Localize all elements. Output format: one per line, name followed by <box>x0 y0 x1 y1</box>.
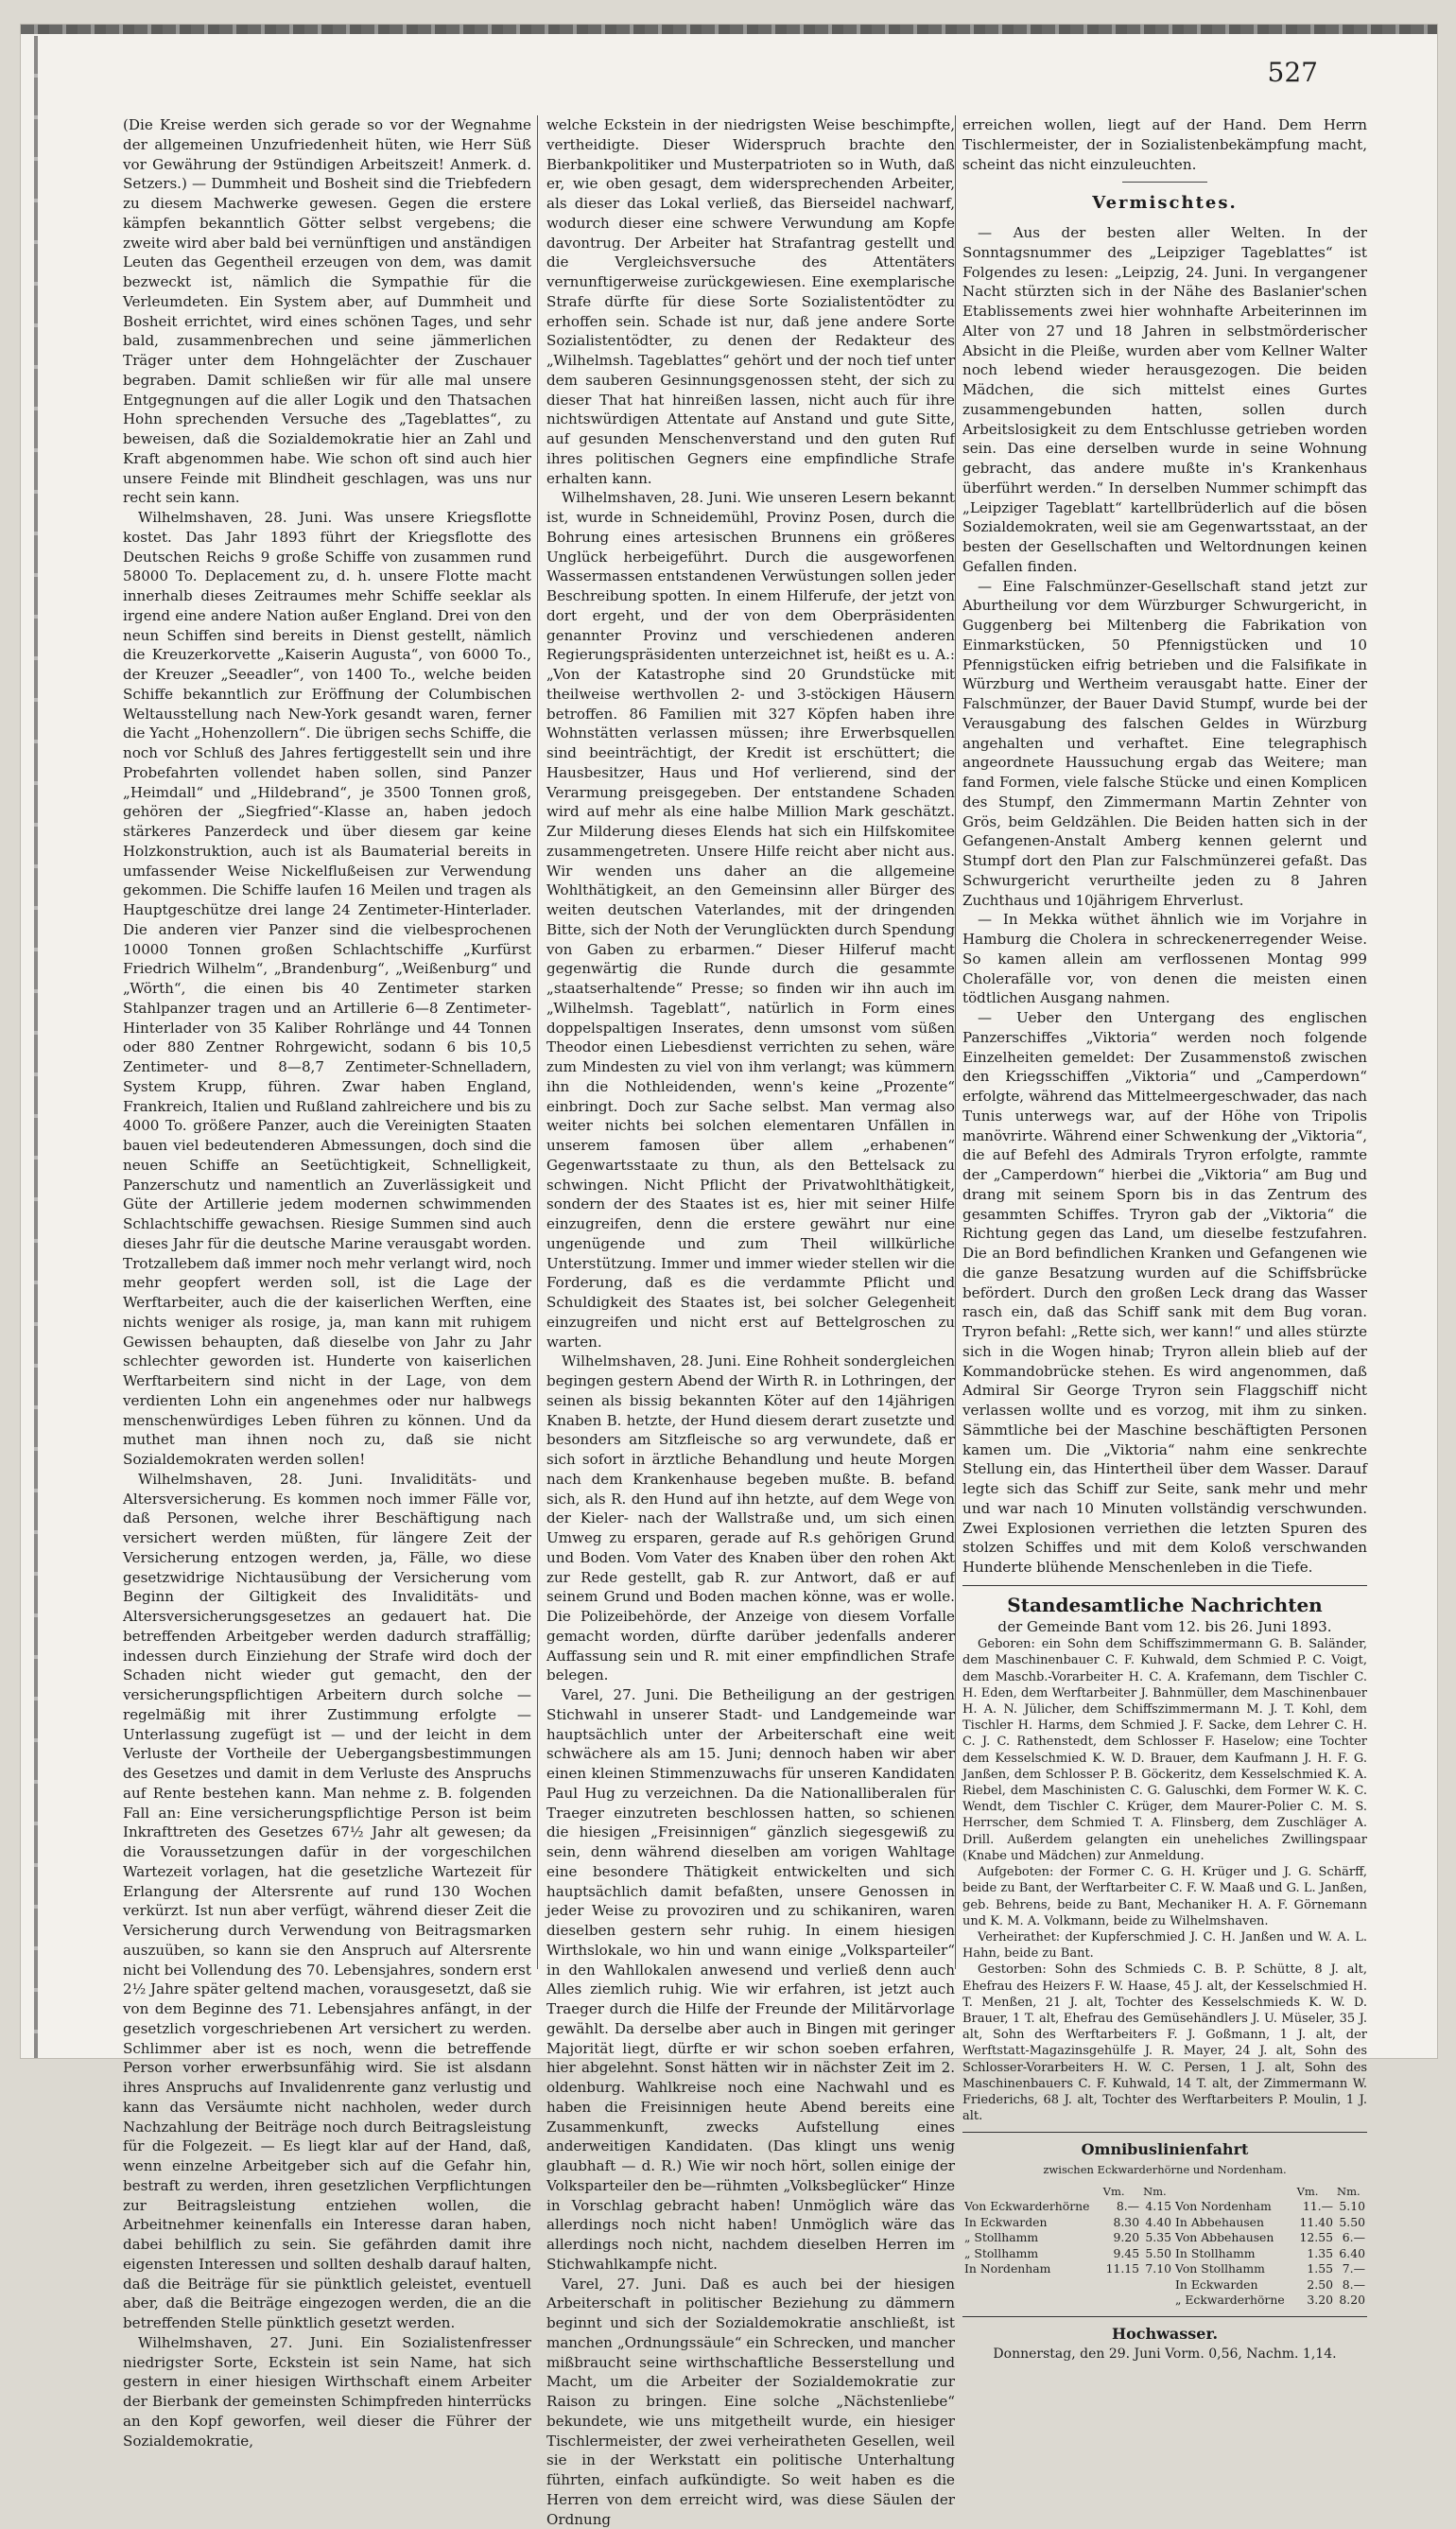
timetable-cell: In Nordenham <box>962 2261 1101 2277</box>
timetable-cell <box>1141 2277 1173 2294</box>
timetable-cell: 8.— <box>1101 2199 1141 2215</box>
column-divider <box>537 115 538 1969</box>
article-paragraph: Wilhelmshaven, 28. Juni. Invaliditäts- und Altersversicherung. Es kommen noch immer Fälle vor, daß Personen, welche ihrer Beschäftigung nach versichert werden müßten, für längere Zeit der Versicherung entzogen werden, ja, Fälle, wo diese gesetzwidrige Nichtausübung der Versicherung vom Beginn der Giltigkeit des Invaliditäts- und Altersversicherungsgesetzes an gedauert hat. Die betreffenden Arbeitgeber werden dadurch straffällig; indessen durch Einziehung der Strafe wird doch der Schaden nicht wieder gut gemacht, den der versicherungspflichtigen Arbeitern durch solche — regelmäßig mit ihrer Zustimmung erfolgte — Unterlassung zugefügt ist — und der leicht in dem Verluste der Vortheile der Uebergangsbestimmungen des Gesetzes und damit in dem Verluste des Anspruchs auf Rente bestehen kann. Man nehme z. B. folgenden Fall an: Eine versicherungspflichtige Person ist beim Inkrafttreten des Gesetzes 67½ Jahr alt gewesen; da die Voraussetzungen dafür in der vorgeschilchen Wartezeit vorlagen, hat die gesetzliche Wartezeit für Erlangung der Altersrente auf rund 130 Wochen verkürzt. Ist nun aber verfügt, während dieser Zeit die Versicherung durch Verwendung von Beitragsmarken auszuüben, so kann sie den Anspruch auf Altersrente nicht bei Vollendung des 70. Lebensjahres, sondern erst 2½ Jahre später geltend machen, vorausgesetzt, daß sie von dem Beginne des 71. Lebensjahres anfängt, in der gesetzlich vorgeschriebenen Art versichert zu werden. Schlimmer aber ist es noch, wenn die betreffende Person vorher erwerbsunfähig wird. Sie ist alsdann ihres Anspruchs auf Invalidenrente ganz verlustig und kann das Versäumte nicht nachholen, weder durch Nachzahlung der Beiträge noch durch Beitragsleistung für die Folgezeit. — Es liegt klar auf der Hand, daß, wenn einzelne Arbeitgeber sich auf die Gefahr hin, bestraft zu werden, ihren gesetzlichen Verpflichtungen zur Beitragsleistung entziehen wollen, die Arbeitnehmer keinenfalls ein Interesse daran haben, dabei behilflich zu sein. Sie gefährden damit ihre eigensten Interessen und sollten deshalb darauf halten, daß die Beiträge für sie pünktlich geleistet, eventuell aber, daß die Beiträge eingezogen werden, die an die betreffenden Stelle pünktlich gesetzt werden. <box>123 1470 531 2333</box>
timetable-cell: 6.— <box>1335 2230 1367 2246</box>
standesamt-paragraph: Verheirathet: der Kupferschmied J. C. H. Janßen und W. A. L. Hahn, beide zu Bant. <box>962 1929 1367 1962</box>
section-rule <box>962 2132 1367 2133</box>
standesamt-paragraph: Gestorben: Sohn des Schmieds C. B. P. Schütte, 8 J. alt, Ehefrau des Heizers F. W. Haase, 45 J. alt, der Kesselschmied H. T. Menßen, 21 J. alt, Tochter des Kesselschmieds K. W. D. Brauer, 1 T. alt, Ehefrau des Gemüsehändlers J. U. Müseler, 35 J. alt, Sohn des Werftarbeiters F. J. Goßmann, 1 J. alt, der Werftstatt-Magazinsgehülfe J. R. Mayer, 24 J. alt, Sohn des Schlosser-Vorarbeiters H. W. C. Persen, 1 J. alt, Sohn des Maschinenbauers C. F. Kuhwald, 14 T. alt, der Zimmermann W. Friederichs, 68 J. alt, Tochter des Werftarbeiters P. Moulin, 1 J. alt. <box>962 1962 1367 2124</box>
timetable-row <box>962 2215 1367 2231</box>
timetable-row <box>962 2293 1367 2309</box>
standesamt-paragraph: Aufgeboten: der Former C. G. H. Krüger und J. G. Schärff, beide zu Bant, der Werftarbeiter C. F. W. Maaß und G. L. Janßen, geb. Behrens, beide zu Bant, Mechaniker H. A. F. Görnemann und K. M. A. Volkmann, beide zu Wilhelmshaven. <box>962 1864 1367 1929</box>
standesamt-subtitle: der Gemeinde Bant vom 12. bis 26. Juni 1893. <box>962 1617 1367 1637</box>
left-border <box>34 36 38 2058</box>
timetable-row <box>962 2261 1367 2277</box>
timetable-cell: 8.— <box>1335 2277 1367 2294</box>
timetable-cell: 11.15 <box>1101 2261 1141 2277</box>
timetable-cell: 8.30 <box>1101 2215 1141 2231</box>
timetable-header-cell: Vm. <box>1295 2184 1335 2200</box>
timetable-cell: 5.10 <box>1335 2199 1367 2215</box>
timetable-cell <box>1141 2293 1173 2309</box>
section-rule <box>962 2316 1367 2317</box>
article-paragraph: — Aus der besten aller Welten. In der Sonntagsnummer des „Leipziger Tageblattes“ ist Folgendes zu lesen: „Leipzig, 24. Juni. In vergangener Nacht stürzten sich in der Nähe des Baslanier'schen Etablissements zwei hier wohnhafte Arbeiterinnen im Alter von 27 und 18 Jahren in selbstmörderischer Absicht in die Pleiße, wurden aber vom Kellner Walter noch lebend wieder herausgezogen. Die beiden Mädchen, die sich mittelst eines Gurtes zusammengebunden hatten, sollen durch Arbeitslosigkeit zu dem Entschlusse getrieben worden sein. Das eine derselben wurde in seine Wohnung gebracht, das andere mußte in's Krankenhaus überführt werden.“ In derselben Nummer schimpft das „Leipziger Tageblatt“ kartellbrüderlich auf die bösen Sozialdemokraten, weil sie am Gegenwartsstaat, an der besten der Gesellschaften und Weltordnungen keinen Gefallen finden. <box>962 223 1367 577</box>
timetable-cell <box>1101 2293 1141 2309</box>
article-paragraph: Wilhelmshaven, 27. Juni. Ein Sozialistenfresser niedrigster Sorte, Eckstein ist sein Name, hat sich gestern in einer hiesigen Wirthschaft einem Arbeiter der Bierbank der gemeinsten Schimpfreden hinterrücks an den Kopf geworfen, weil dieser die Führer der Sozialdemokratie, <box>123 2333 531 2451</box>
timetable-cell: Von Eckwarderhörne <box>962 2199 1101 2215</box>
timetable-row <box>962 2246 1367 2262</box>
timetable-cell: 8.20 <box>1335 2293 1367 2309</box>
hochwasser-title: Hochwasser. <box>962 2325 1367 2345</box>
section-heading-standesamt: Standesamtliche Nachrichten <box>962 1596 1367 1615</box>
omnibus-title: Omnibuslinienfahrt <box>962 2140 1367 2160</box>
timetable-cell: „ Eckwarderhörne <box>1173 2293 1295 2309</box>
article-paragraph: — In Mekka wüthet ähnlich wie im Vorjahre in Hamburg die Cholera in schreckenerregender Weise. So kamen allein am verflossenen Montag 999 Cholerafälle vor, von denen die meisten einen tödtlichen Ausgang nahmen. <box>962 910 1367 1008</box>
section-heading-vermischtes: Vermischtes. <box>962 194 1367 214</box>
timetable-cell: 4.15 <box>1141 2199 1173 2215</box>
timetable-cell: 2.50 <box>1295 2277 1335 2294</box>
timetable-cell: 1.35 <box>1295 2246 1335 2262</box>
timetable-cell: „ Stollhamm <box>962 2246 1101 2262</box>
timetable-cell: 1.55 <box>1295 2261 1335 2277</box>
timetable-cell: 6.40 <box>1335 2246 1367 2262</box>
section-rule <box>962 1585 1367 1586</box>
column-divider <box>955 115 956 1969</box>
timetable-header-cell <box>1173 2184 1295 2200</box>
timetable-cell <box>962 2277 1101 2294</box>
standesamt-paragraph: Geboren: ein Sohn dem Schiffszimmermann G. B. Saländer, dem Maschinenbauer C. F. Kuhwald, dem Schmied P. C. Voigt, dem Maschb.-Vorarbeiter H. C. A. Krafemann, dem Tischler C. H. Eden, dem Werftarbeiter J. Bahnmüller, dem Maschinenbauer H. A. N. Jülicher, dem Schiffszimmermann M. J. T. Kohl, dem Tischler H. Harms, dem Schmied J. F. Sacke, dem Lehrer C. H. C. J. C. Rathenstedt, dem Schlosser F. Haselow; eine Tochter dem Kesselschmied K. W. D. Brauer, dem Kaufmann J. H. F. G. Janßen, dem Schlosser P. B. Göckeritz, dem Kesselschmied K. A. Riebel, dem Maschinisten C. G. Galuschki, dem Former W. K. C. Wendt, dem Tischler C. Krüger, dem Maurer-Polier C. M. S. Herrscher, dem Schmied T. A. Flinsberg, dem Zuschläger A. Drill. Außerdem gelangten ein uneheliches Zwillingspaar (Knabe und Mädchen) zur Anmeldung. <box>962 1636 1367 1864</box>
article-paragraph: — Ueber den Untergang des englischen Panzerschiffes „Viktoria“ werden noch folgende Einzelheiten gemeldet: Der Zusammenstoß zwischen den Kriegsschiffen „Viktoria“ und „Camperdown“ erfolgte, während das Mittelmeergeschwader, das nach Tunis unterwegs war, auf der Höhe von Tripolis manövrirte. Während einer Schwenkung der „Viktoria“, die auf Befehl des Admirals Tryron erfolgte, rammte der „Camperdown“ hierbei die „Viktoria“ am Bug und drang mit seinem Sporn bis in das Zentrum des gesammten Schiffes. Tryron gab der „Viktoria“ die Richtung gegen das Land, um dieselbe festzufahren. Die an Bord befindlichen Kranken und Gefangenen wie die ganze Besatzung wurden auf die Schiffsbrücke befördert. Durch den großen Leck drang das Wasser rasch ein, daß das Schiff sank mit dem Bug voran. Tryron befahl: „Rette sich, wer kann!“ und alles stürzte sich in die Wogen hinab; Tryron allein blieb auf der Kommandobrücke stehen. Es wird angenommen, daß Admiral Sir George Tryron sein Flaggschiff nicht verlassen wollte und es vorzog, mit ihm zu sinken. Sämmtliche bei der Maschine beschäftigten Personen kamen um. Die „Viktoria“ nahm eine senkrechte Stellung ein, das Hintertheil über dem Wasser. Darauf legte sich das Schiff zur Seite, sank mehr und mehr und war nach 10 Minuten vollständig verschwunden. Zwei Explosionen verriethen die letzten Spuren des stolzen Schiffes und mit dem Koloß verschwanden Hunderte blühende Menschenleben in die Tiefe. <box>962 1008 1367 1578</box>
timetable-cell: Von Stollhamm <box>1173 2261 1295 2277</box>
timetable-cell: In Eckwarden <box>1173 2277 1295 2294</box>
timetable-header-cell <box>962 2184 1101 2200</box>
section-rule <box>1122 182 1207 183</box>
timetable-cell: In Eckwarden <box>962 2215 1101 2231</box>
article-paragraph: Varel, 27. Juni. Daß es auch bei der hiesigen Arbeiterschaft in politischer Beziehung zu dämmern beginnt und sich der Sozialdemokratie anschließt, ist manchen „Ordnungssäule“ ein Schrecken, und mancher mißbraucht seine wirthschaftliche Besserstellung und Macht, um die Arbeiter der Sozialdemokratie zur Raison zu bringen. Eine solche „Nächstenliebe“ bekundete, wie uns mitgetheilt wurde, ein hiesiger Tischlermeister, der zwei verheiratheten Gesellen, weil sie in der Werkstatt ein politische Unterhaltung führten, einfach aufkündigte. So weit haben es die Herren von dem erreicht wird, was diese Säulen der Ordnung <box>546 2275 955 2529</box>
timetable-row <box>962 2277 1367 2294</box>
timetable-cell: Von Abbehausen <box>1173 2230 1295 2246</box>
timetable-cell <box>962 2293 1101 2309</box>
timetable-row <box>962 2199 1367 2215</box>
newspaper-page <box>21 25 1437 2058</box>
timetable-row <box>962 2230 1367 2246</box>
timetable-cell: 7.— <box>1335 2261 1367 2277</box>
column-3 <box>962 115 1367 1969</box>
omnibus-timetable <box>962 2184 1367 2309</box>
hochwasser-text: Donnerstag, den 29. Juni Vorm. 0,56, Nachm. 1,14. <box>962 2345 1367 2364</box>
article-paragraph: Wilhelmshaven, 28. Juni. Eine Rohheit sondergleichen begingen gestern Abend der Wirth R. in Lothringen, der seinen als bissig bekannten Köter auf den 14jährigen Knaben B. hetzte, der Hund diesem derart zusetzte und besonders am Sitzfleische so arg verwundete, daß er sich sofort in ärztliche Behandlung und heute Morgen nach dem Krankenhause begeben mußte. B. befand sich, als R. den Hund auf ihn hetzte, auf dem Wege von der Kieler- nach der Wallstraße und, um sich einen Umweg zu ersparen, gerade auf R.s gehörigen Grund und Boden. Vom Vater des Knaben über den rohen Akt zur Rede gestellt, gab R. zur Antwort, daß er auf seinem Grund und Boden machen könne, was er wolle. Die Polizeibehörde, der Anzeige von diesem Vorfalle gemacht worden, dürfte darüber jedenfalls anderer Auffassung sein und R. mit einer empfindlichen Strafe belegen. <box>546 1352 955 1685</box>
article-paragraph: Wilhelmshaven, 28. Juni. Wie unseren Lesern bekannt ist, wurde in Schneidemühl, Provinz Posen, durch die Bohrung eines artesischen Brunnens ein größeres Unglück herbeigeführt. Durch die ausgeworfenen Wassermassen entstandenen Verwüstungen sollen jeder Beschreibung spotten. In einem Hilferufe, der jetzt von dort ergeht, und der von dem Oberpräsidenten genannter Provinz und verschiedenen anderen Regierungspräsidenten unterzeichnet ist, heißt es u. A.: „Von der Katastrophe sind 20 Grundstücke mit theilweise werthvollen 2- und 3-stöckigen Häusern betroffen. 86 Familien mit 327 Köpfen haben ihre Wohnstätten verlassen müssen; ihre Erwerbsquellen sind beeinträchtigt, der Kredit ist erschüttert; die Hausbesitzer, Haus und Hof verlierend, sind der Verarmung preisgegeben. Der entstandene Schaden wird auf mehr als eine halbe Million Mark geschätzt. Zur Milderung dieses Elends hat sich ein Hilfskomitee zusammengetreten. Unsere Hilfe reicht aber nicht aus. Wir wenden uns daher an die allgemeine Wohlthätigkeit, an den Gemeinsinn aller Bürger des weiten deutschen Vaterlandes, mit der dringenden Bitte, sich der Noth der Verunglückten durch Spendung von Gaben zu erbarmen.“ Dieser Hilferuf macht gegenwärtig die Runde durch die gesammte „staatserhaltende“ Presse; so finden wir ihn auch im „Wilhelmsh. Tageblatt“, natürlich in Form eines doppelspaltigen Inserates, denn umsonst vom süßen Theodor einen Liebesdienst verrichten zu sehen, wäre zum Mindesten zu viel von ihm verlangt; was kümmern ihn die Nothleidenden, wenn's keine „Prozente“ einbringt. Doch zur Sache selbst. Man vermag also weiter nichts bei solchen elementaren Unfällen in unserem famosen über allem „erhabenen“ Gegenwartsstaate zu thun, als den Bettelsack zu schwingen. Nicht Pflicht der Privatwohlthätigkeit, sondern der des Staates ist es, hier mit seiner Hilfe einzugreifen, denn die erstere gewährt nur eine ungenügende und zum Theil willkürliche Unterstützung. Immer und immer wieder stellen wir die Forderung, daß es die verdammte Pflicht und Schuldigkeit des Staates ist, bei solcher Gelegenheit einzugreifen und nicht erst auf Bettelgroschen zu warten. <box>546 488 955 1352</box>
article-paragraph: Wilhelmshaven, 28. Juni. Was unsere Kriegsflotte kostet. Das Jahr 1893 führt der Kriegsflotte des Deutschen Reichs 9 große Schiffe von zusammen rund 58000 To. Deplacement zu, d. h. unsere Flotte macht innerhalb dieses Zeitraumes mehr Schiffe seeklar als irgend eine andere Nation außer England. Drei von den neun Schiffen sind bereits in Dienst gestellt, nämlich die Kreuzerkorvette „Kaiserin Augusta“, von 6000 To., der Kreuzer „Seeadler“, von 1400 To., welche beiden Schiffe bekanntlich zur Eröffnung der Columbischen Weltausstellung nach New-York gesandt waren, ferner die Yacht „Hohenzollern“. Die übrigen sechs Schiffe, die noch vor Schluß des Jahres fertiggestellt sein und ihre Probefahrten vollendet haben sollen, sind Panzer „Heimdall“ und „Hildebrand“, je 3500 Tonnen groß, gehören der „Siegfried“-Klasse an, haben jedoch stärkeres Panzerdeck und über diesem gar keine Holzkonstruktion, auch ist als Baumaterial bereits in umfassender Weise Nickelflußeisen zur Verwendung gekommen. Die Schiffe laufen 16 Meilen und tragen als Hauptgeschütze drei lange 24 Zentimeter-Hinterlader. Die anderen vier Panzer sind die vielbesprochenen 10000 Tonnen großen Schlachtschiffe „Kurfürst Friedrich Wilhelm“, „Brandenburg“, „Weißenburg“ und „Wörth“, die einen bis 40 Zentimeter starken Stahlpanzer tragen und an Artillerie 6—8 Zentimeter-Hinterlader von 35 Kaliber Rohrlänge und 44 Tonnen oder 880 Zentner Rohrgewicht, sodann 6 bis 10,5 Zentimeter- und 8—8,7 Zentimeter-Schnelladern, System Krupp, führen. Zwar haben England, Frankreich, Italien und Rußland zahlreichere und bis zu 4000 To. größere Panzer, auch die Vereinigten Staaten bauen viel bedeutenderen Abmessungen, doch sind die neuen Schiffe an Seetüchtigkeit, Schnelligkeit, Panzerschutz und namentlich an Zuverlässigkeit und Güte der Artillerie jedem modernen schwimmenden Schlachtschiffe gewachsen. Riesige Summen sind auch dieses Jahr für die deutsche Marine verausgabt worden. Trotzallebem daß immer noch mehr verlangt wird, noch mehr geopfert werden soll, ist die Lage der Werftarbeiter, auch die der kaiserlichen Werften, eine nichts weniger als rosige, ja, man kann mit ruhigem Gewissen behaupten, daß dieselbe von Jahr zu Jahr schlechter geworden ist. Hunderte von kaiserlichen Werftarbeitern sind nicht in der Lage, von dem verdienten Lohn ein angenehmes oder nur halbwegs menschenwürdiges Leben führen zu können. Und da muthet man ihnen noch zu, daß sie nicht Sozialdemokraten werden sollen! <box>123 508 531 1470</box>
timetable-header-cell: Nm. <box>1141 2184 1173 2200</box>
top-border <box>21 25 1437 34</box>
timetable-cell: 11.40 <box>1295 2215 1335 2231</box>
timetable-header-cell: Vm. <box>1101 2184 1141 2200</box>
timetable-cell <box>1101 2277 1141 2294</box>
article-paragraph: — Eine Falschmünzer-Gesellschaft stand jetzt zur Aburtheilung vor dem Würzburger Schwurgericht, in Guggenberg bei Miltenberg die Fabrikation von Einmarkstücken, 50 Pfennigstücken und 10 Pfennigstücken eifrig betrieben und die Falsifikate in Würzburg und Wertheim verausgabt hatte. Einer der Falschmünzer, der Bauer David Stumpf, wurde bei der Verausgabung des falschen Geldes in Würzburg angehalten und verhaftet. Eine telegraphisch angeordnete Haussuchung ergab das Weitere; man fand Formen, viele falsche Stücke und einen Komplicen des Stumpf, den Zimmermann Martin Zehnter von Grös, beim Geldzählen. Die Beiden hatten sich in der Gefangenen-Anstalt Amberg kennen gelernt und Stumpf dort den Plan zur Falschmünzerei gefaßt. Das Schwurgericht verurtheilte jeden zu 8 Jahren Zuchthaus und 10jährigem Ehrverlust. <box>962 577 1367 911</box>
timetable-header-row <box>962 2184 1367 2200</box>
timetable-cell: 3.20 <box>1295 2293 1335 2309</box>
article-paragraph: erreichen wollen, liegt auf der Hand. Dem Herrn Tischlermeister, der in Sozialistenbekämpfung macht, scheint das nicht einzuleuchten. <box>962 115 1367 174</box>
timetable-header-cell: Nm. <box>1335 2184 1367 2200</box>
article-paragraph: welche Eckstein in der niedrigsten Weise beschimpfte, vertheidigte. Dieser Widerspruch brachte den Bierbankpolitiker und Musterpatrioten so in Wuth, daß er, wie oben gesagt, dem widersprechenden Arbeiter, als dieser das Lokal verließ, das Bierseidel nachwarf, wodurch dieser eine schwere Verwundung am Kopfe davontrug. Der Arbeiter hat Strafantrag gestellt und die Vergleichsversuche des Attentäters vernunftigerweise zurückgewiesen. Eine exemplarische Strafe dürfte für diese Sorte Sozialistentödter zu erhoffen sein. Schade ist nur, daß jene andere Sorte Sozialistentödter, zu denen der Redakteur des „Wilhelmsh. Tageblattes“ gehört und der noch tief unter dem sauberen Gesinnungsgenossen steht, der sich zu dieser That hat hinreißen lassen, nicht auch für ihre nichtswürdigen Attentate auf Anstand und gute Sitte, auf gesunden Menschenverstand und den guten Ruf ihres politischen Gegners eine empfindliche Strafe erhalten kann. <box>546 115 955 488</box>
article-paragraph: Varel, 27. Juni. Die Betheiligung an der gestrigen Stichwahl in unserer Stadt- und Landgemeinde war hauptsächlich unter der Arbeiterschaft eine weit schwächere als am 15. Juni; dennoch haben wir aber einen kleinen Stimmenzuwachs für unseren Kandidaten Paul Hug zu verzeichnen. Da die Nationalliberalen für Traeger einzutreten beschlossen hatten, so schienen die hiesigen „Freisinnigen“ gänzlich siegesgewiß zu sein, denn während dieselben am vorigen Wahltage eine besondere Thätigkeit entwickelten und sich hauptsächlich damit befaßten, unsere Genossen in jeder Weise zu provoziren und zu schikaniren, waren dieselben gestern sehr ruhig. In einem hiesigen Wirthslokale, wo hin und wann einige „Volksparteiler“ in den Wahllokalen anwesend und verließ denn auch Alles ziemlich ruhig. Wie wir erfahren, ist jetzt auch Traeger durch die Hilfe der Freunde der Militärvorlage gewählt. Da derselbe aber auch in Bingen mit geringer Majorität liegt, dürfte er wir schon soeben erfahren, hier abgelehnt. Sonst hätten wir in nächster Zeit im 2. oldenburg. Wahlkreise noch eine Nachwahl und es haben die Freisinnigen heute Abend bereits eine Zusammenkunft, zwecks Aufstellung eines anderweitigen Kandidaten. (Das klingt uns wenig glaubhaft — d. R.) Wie wir noch hört, sollen einige der Volksparteiler den be—rühmten „Volksbeglücker“ Hinze in Vorschlag gebracht haben! Unmöglich wäre das allerdings noch nicht haben! Unmöglich wäre das allerdings noch nicht, nachdem dieselben Herren im Stichwahlkampfe nicht. <box>546 1685 955 2275</box>
timetable-cell: 7.10 <box>1141 2261 1173 2277</box>
timetable-cell: 5.50 <box>1335 2215 1367 2231</box>
omnibus-subtitle: zwischen Eckwarderhörne und Nordenham. <box>962 2160 1367 2180</box>
timetable-cell: 9.20 <box>1101 2230 1141 2246</box>
column-2 <box>546 115 955 1950</box>
timetable-cell: 12.55 <box>1295 2230 1335 2246</box>
timetable-cell: „ Stollhamm <box>962 2230 1101 2246</box>
timetable-cell: In Abbehausen <box>1173 2215 1295 2231</box>
article-paragraph: (Die Kreise werden sich gerade so vor der Wegnahme der allgemeinen Unzufriedenheit hüten, wie Herr Süß vor Gewährung der 9stündigen Arbeitszeit! Anmerk. d. Setzers.) — Dummheit und Bosheit sind die Triebfedern zu diesem Machwerke gewesen. Gegen die erstere kämpfen bekanntlich Götter selbst vergebens; die zweite wird aber bald bei vernünftigen und anständigen Leuten das Gegentheil erzeugen von dem, was damit bezweckt ist, nämlich die Sympathie für die Verleumdeten. Ein System aber, auf Dummheit und Bosheit errichtet, wird eines schönen Tages, und sehr bald, zusammenbrechen und seine jämmerlichen Träger unter dem Hohngelächter der Zuschauer begraben. Damit schließen wir für alle mal unsere Entgegnungen auf die aller Logik und den Thatsachen Hohn sprechenden Versuche des „Tageblattes“, zu beweisen, daß die Sozialdemokratie hier an Zahl und Kraft abgenommen habe. Wie schon oft sind auch hier unsere Feinde mit Blindheit geschlagen, was uns nur recht sein kann. <box>123 115 531 508</box>
column-1 <box>123 115 531 1950</box>
timetable-cell: In Stollhamm <box>1173 2246 1295 2262</box>
timetable-cell: 5.35 <box>1141 2230 1173 2246</box>
timetable-cell: 11.— <box>1295 2199 1335 2215</box>
timetable-cell: 9.45 <box>1101 2246 1141 2262</box>
page-number: 527 <box>1268 57 1318 88</box>
timetable-cell: Von Nordenham <box>1173 2199 1295 2215</box>
timetable-cell: 4.40 <box>1141 2215 1173 2231</box>
timetable-cell: 5.50 <box>1141 2246 1173 2262</box>
